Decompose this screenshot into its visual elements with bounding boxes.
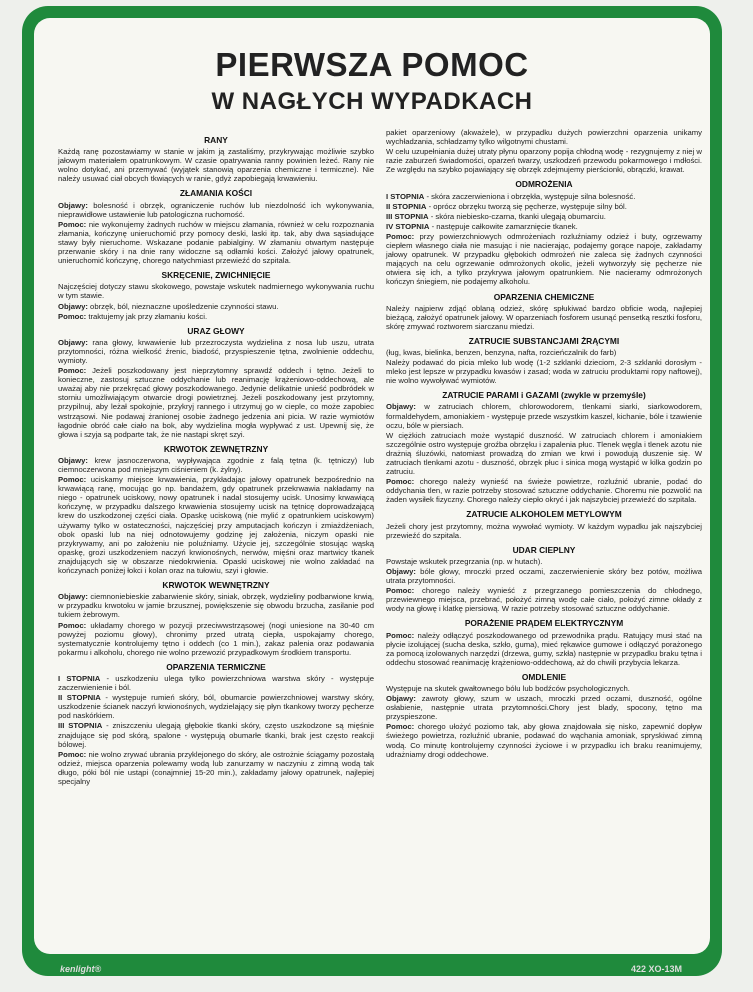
- paragraph-text: należy odłączyć poszkodowanego od przewodnika prądu. Ratujący musi stać na płycie izolującej (sucha deska, szkło, guma), mieć rękawice gumowe i odłączyć porażonego za pomocą izolowanych narzędzi (drzewa, gumy, szkła) następnie w przypadku braku tętna i oddechu stosować reanimację krążeniowo-oddechową, aż do chwili przybycia lekarza.: [386, 630, 702, 667]
- left-column: [58, 130, 374, 787]
- paragraph-label: Pomoc:: [58, 620, 87, 630]
- section-paragraph: [386, 631, 702, 667]
- section-paragraph: [58, 312, 374, 321]
- paragraph-label: II STOPNIA: [58, 693, 101, 703]
- section-paragraph: [386, 192, 702, 201]
- section-paragraph: [58, 366, 374, 439]
- section-heading: RANY: [204, 135, 228, 145]
- paragraph-label: Pomoc:: [58, 366, 87, 376]
- section: [58, 581, 374, 657]
- section-paragraph: [58, 750, 374, 786]
- paragraph-text: ciemnoniebieskie zabarwienie skóry, siniak, obrzęk, wydzieliny podbarwione krwią, w przypadku krwotoku w jamie brzusznej, powiększenie się obwodu brzucha, zasilanie pod tukiem żebrowym.: [58, 592, 374, 620]
- section-paragraph: [386, 348, 702, 357]
- paragraph-text: - skóra zaczerwieniona i obrzękła, występuje silna bolesność.: [424, 191, 636, 201]
- section: [386, 391, 702, 504]
- paragraph-text: obrzęk, ból, nieznaczne upośledzenie czynności stawu.: [87, 301, 279, 311]
- section-paragraph: [58, 592, 374, 619]
- section-heading: ODMROŻENIA: [515, 179, 573, 190]
- paragraph-text: układamy chorego w pozycji przeciwwstrząsowej (nogi uniesione na 30-40 cm powyżej poziomu głowy), chronimy przed utratą ciepła, uspokajamy chorego, systematycznie kontrolujemy tętno i oddech (co 1 min.), zakaz palenia oraz podawania pokarmu i alkoholu, chorego nie wolno przewozić przypadkowym środkiem transportu.: [58, 620, 374, 657]
- paragraph-text: chorego należy wynieść na świeże powietrze, rozluźnić ubranie, podać do oddychania tlen, w razie potrzeby stosować sztuczne oddychanie. Choremu nie pozwolić na żaden wysiłek fizyczny. Chorego należy ciepło okryć i jak najszybciej przewieźć do szpitala.: [386, 477, 702, 505]
- section-heading: KRWOTOK WEWNĘTRZNY: [162, 580, 270, 591]
- paragraph-text: chorego należy wynieść z przegrzanego pomieszczenia do chłodnego, przewiewnego miejsca, przebrać, położyć zimną wodę całe ciało, położyć zimne okłady z wody na głowę i klatkę piersiową. W razie potrzeby stosować sztuczne oddychanie.: [386, 586, 702, 614]
- section: [386, 180, 702, 286]
- section-paragraph: [58, 721, 374, 748]
- paragraph-label: II STOPNIA: [386, 201, 427, 211]
- section-heading: ZATRUCIE SUBSTANCJAMI ŻRĄCYMI: [468, 335, 620, 346]
- section-paragraph: [386, 202, 702, 211]
- section: [58, 136, 374, 183]
- section-heading: ZŁAMANIA KOŚCI: [179, 188, 253, 199]
- paragraph-label: I STOPNIA: [58, 673, 101, 683]
- section-paragraph: [386, 232, 702, 287]
- section-paragraph: [58, 621, 374, 657]
- section-paragraph: [58, 201, 374, 219]
- paragraph-text: - występuje rumień skóry, ból, obumarcie powierzchniowej warstwy skóry, uszkodzenie ścianek naczyń krwionośnych, wydzielający się płyn tkankowy tworzy pęcherze pod naskórkiem.: [58, 693, 374, 721]
- paragraph-text: nie wolno zrywać ubrania przyklejonego do skóry, ale ostrożnie ściągamy pozostałą odzież, miejsca oparzenia polewamy wodą lub zanurzamy w naczyniu z zimną wodą tak długo, póki ból nie ustąpi (conajmniej 15-20 min.), zakładamy jałowy opatrunek, najlepiej specjalny: [58, 749, 374, 786]
- section-paragraph: [58, 338, 374, 365]
- paragraph-label: Pomoc:: [58, 475, 87, 485]
- paragraph-label: III STOPNIA: [386, 211, 429, 221]
- section: [386, 293, 702, 331]
- section-heading: PORAŻENIE PRĄDEM ELEKTRYCZNYM: [464, 618, 624, 629]
- paragraph-label: Objawy:: [58, 592, 88, 602]
- paragraph-text: w zatruciach chlorem, chlorowodorem, tlenkami siarki, siarkowodorem, formaldehydem, amoniakiem - występuje przede wszystkim kaszel, kichanie, bóle i tzawienie oczu, bóle w piersiach.: [386, 402, 702, 430]
- section-heading: SKRĘCENIE, ZWICHNIĘCIE: [161, 270, 271, 281]
- paragraph-text: Najczęściej dotyczy stawu skokowego, powstaje wskutek nadmiernego wykonywania ruchu w tym stawie.: [58, 282, 374, 301]
- paragraph-label: Pomoc:: [386, 630, 415, 640]
- section: [386, 619, 702, 666]
- section: [386, 510, 702, 539]
- section: [58, 327, 374, 439]
- section-paragraph: [58, 456, 374, 474]
- section-heading: OPARZENIA CHEMICZNE: [493, 291, 595, 302]
- paragraph-text: W ciężkich zatruciach może wystąpić duszność. W zatruciach chlorem i amoniakiem szczególnie ostro występuje groźba obrzęku i zapalenia płuc. Tlenek węgla i tlenek azotu nie drażnią śluzówki, natomiast prowadzą do zmian we krwi i powodują duszenie się. W zatruciach tlenkami azotu - duszność, obrzęk płuc i sinica mogą wystąpić w kilka godzin po zatruciu.: [386, 430, 702, 477]
- sign-frame: [22, 6, 722, 976]
- title-line-1: PIERWSZA POMOC: [215, 46, 529, 83]
- section-heading: UDAR CIEPLNY: [512, 544, 576, 555]
- product-code: 422 XO-13M: [630, 964, 682, 974]
- paragraph-label: Pomoc:: [386, 477, 415, 487]
- paragraph-text: traktujemy jak przy złamaniu kości.: [86, 311, 208, 321]
- section: [58, 663, 374, 786]
- footer: [22, 956, 722, 974]
- paragraph-text: pakiet oparzeniowy (akważele), w przypadku dużych powierzchni oparzenia unikamy wychładzania, schładzamy tylko wilgotnymi chustami.: [386, 128, 702, 147]
- section: [58, 445, 374, 575]
- paragraph-label: Objawy:: [386, 402, 416, 412]
- paragraph-text: Każdą ranę pozostawiamy w stanie w jakim ją zastaliśmy, przykrywając możliwie szybko jałowym materiałem opatrunkowym. W czasie opatrywania ranny powinien leżeć. Rany nie wolno dotykać, ani przemywać (wyjątek stanowią oparzenia chemiczne i termiczne). Nie należy usuwać ciał obcych tkwiących w ranie, gdyż zapobiegają krwawieniu.: [58, 147, 374, 184]
- paragraph-label: Pomoc:: [386, 586, 415, 596]
- paragraph-label: Objawy:: [58, 455, 88, 465]
- paragraph-text: Należy podawać do picia mleko lub wodę (1-2 szklanki dzieciom, 2-3 szklanki dorosłym - mleko jest lepsze w przypadku kwasów i zasad; woda w zatruciu produktami ropy naftowej), nie wolno wywoływać wymiotów.: [386, 358, 702, 386]
- paragraph-label: Pomoc:: [58, 219, 87, 229]
- section-heading: URAZ GŁOWY: [187, 325, 245, 336]
- paragraph-text: nie wykonujemy żadnych ruchów w miejscu złamania, również w celu rozpoznania złamania, kończynę unieruchomić przy pomocy deski, laski itp. tak, aby dwa sąsiadujące stawy były nieruchome. Wskazane podanie pabialginy. W złamaniu otwartym następuje przerwanie skóry i na dnie rany widoczne są odłamki kości. Założyć jałowy opatrunek, unieruchomić kończynę, chorego natychmiast przewieźć do szpitala.: [58, 219, 374, 266]
- paragraph-text: Powstaje wskutek przegrzania (np. w hutach).: [386, 556, 543, 566]
- section-paragraph: [58, 475, 374, 575]
- paragraph-text: - skóra niebiesko-czarna, tkanki ulegają obumarciu.: [428, 211, 606, 221]
- section-paragraph: [58, 147, 374, 183]
- section: [386, 128, 702, 174]
- section: [386, 546, 702, 614]
- paragraph-text: Jeżeli poszkodowany jest nieprzytomny sprawdź oddech i tętno. Jeżeli to konieczne, zastosuj sztuczne oddychanie lub reanimację krążeniowo-oddechową, ale uważaj aby nie przekręcać głowy poszkodowanego. Jedynie delikatnie unieść podbródek w storniu umożliwiającym otwarcie drogi powietrznej. Jeżeli poszkodowany jest przytomny, przypilnuj, aby leżał spokojnie, przykryj rannego i utrzymuj go w cieple, co może zapobiec wstrząsowi. Nie podawaj żranionej osobie żadnego jedzenia ani picia. W razie wymiotów łagodnie obróć całe ciało na bok, aby wydzielina mogła wypływać z ust. Upewnij się, że głowa i szyja są podparte tak, że nie nastąpi skręt szyi.: [58, 366, 374, 439]
- paragraph-text: - oprócz obrzęku tworzą się pęcherze, występuje silny ból.: [426, 201, 627, 211]
- section-paragraph: [386, 147, 702, 174]
- paragraph-text: bolesność i obrzęk, ograniczenie ruchów lub niezdolność ich wykonywania, nieprawidłowe ustawienie lub patologiczna ruchomość.: [58, 200, 374, 219]
- section: [58, 189, 374, 265]
- section-paragraph: [58, 693, 374, 720]
- paragraph-label: III STOPNIA: [58, 721, 103, 731]
- section-heading: OMDLENIE: [521, 671, 567, 682]
- section-paragraph: [386, 128, 702, 146]
- section-paragraph: [58, 302, 374, 311]
- section-heading: OPARZENIA TERMICZNE: [166, 661, 266, 672]
- paragraph-label: IV STOPNIA: [386, 221, 430, 231]
- section-paragraph: [58, 282, 374, 300]
- section-heading: KRWOTOK ZEWNĘTRZNY: [163, 443, 269, 454]
- section-paragraph: [58, 220, 374, 265]
- section-paragraph: [386, 212, 702, 221]
- paragraph-text: zawroty głowy, szum w uszach, mroczki przed oczami, duszność, ogólne osłabienie, następnie utrata przytomności.Chory jest blady, spocony, tętno ma przyspieszone.: [386, 694, 702, 722]
- paragraph-text: bóle głowy, mroczki przed oczami, zaczerwienienie skóry bez potów, możliwa utrata przytomności.: [386, 566, 702, 586]
- paragraph-label: Pomoc:: [58, 749, 87, 759]
- paragraph-label: Pomoc:: [386, 231, 415, 241]
- section-paragraph: [386, 557, 702, 566]
- paragraph-text: Występuje na skutek gwałtownego bólu lub bodźców psychologicznych.: [386, 683, 630, 693]
- paragraph-label: Objawy:: [386, 566, 416, 576]
- paragraph-text: przy powierzchniowych odmrożeniach rozluźniamy odzież i buty, ogrzewamy ciepłem własnego ciała nie masując i nie nacierając, podajemy gorące napoje, zakładamy jałowy opatrunek. W przypadku głębokich odmrożeń nie zaleca się żadnych czynności mających na celu ogrzewanie odmrożonych okolic, jeżeli wytworzyły się pęcherze nie otwiera się ich, a tylko przykrywa jałowym opatrunkiem. Nie nacieramy odmrożonych kończyn śniegiem, nie podajemy alkoholu.: [386, 231, 702, 287]
- section-paragraph: [386, 477, 702, 504]
- section-paragraph: [386, 222, 702, 231]
- section-paragraph: [386, 722, 702, 758]
- paragraph-text: Jeżeli chory jest przytomny, można wywołać wymioty. W każdym wypadku jak najszybciej przewieźć do szpitala.: [386, 521, 702, 540]
- section-paragraph: [386, 586, 702, 613]
- section-paragraph: [386, 358, 702, 385]
- title-line-2: W NAGŁYCH WYPADKACH: [211, 88, 533, 115]
- paragraph-text: chorego ułożyć poziomo tak, aby głowa znajdowała się nisko, zapewnić dopływ świeżego powietrza, rozluźnić ubranie, podawać do wąchania amoniak, spryskiwać zimną wodą. Co minutę kontrolujemy czynności życiowe i w przypadku ich braku reanimujemy, udrażniamy drogi oddechowe.: [386, 722, 702, 759]
- section: [386, 337, 702, 385]
- paragraph-text: (ług, kwas, bielinka, benzen, benzyna, nafta, rozcieńczalnik do farb): [386, 347, 617, 357]
- paragraph-text: uciskamy miejsce krwawienia, przykładając jałowy opatrunek bezpośrednio na krwawiącą ranę, mocując go np. bandażem, gdy opatrunek przekrwawia nakładamy na niego - opatrunek uciskowy, nowy opatrunek i nadal stosujemy ucisk. Unosimy krwawiącą kończynę, w przypadku dalszego krwawienia stosujemy ucisk na tętnicę doprowadzającą krew do uszkodzonej części ciała. Opaskę uciskową (nie mylić z opatrunkiem uciskowym) używamy tylko w ostateczności, najczęściej przy amputacjach kończyn i zmiażdżeniach, obok opaski lub na niej odnotowujemy godzinę jej założenia, niczym opaski nie przykrywamy, ani po założeniu nie poluźniamy. Użycie jej, szczególnie stosując wąską opaskę, grozi uszkodzeniem naczyń krwionośnych, nerwów, mięśni oraz martwicy tkanek znajdujących się w obszarze niedokrwienia. Opaski uciskowej nie wolno zakładać na kończynach poniżej łokci i kolan oraz na tułowiu, szyi i głowie.: [58, 475, 374, 576]
- sign-panel: [34, 18, 710, 954]
- section-paragraph: [386, 522, 702, 540]
- paragraph-label: I STOPNIA: [386, 191, 425, 201]
- brand-label: kenlight®: [60, 964, 102, 974]
- paragraph-label: Objawy:: [58, 337, 88, 347]
- paragraph-text: - następuje całkowite zamarznięcie tkanek.: [429, 221, 578, 231]
- section-paragraph: [386, 402, 702, 429]
- paragraph-label: Objawy:: [58, 200, 88, 210]
- paragraph-label: Pomoc:: [58, 311, 87, 321]
- paragraph-text: W celu uzupełniania dużej utraty płynu oparzony popija chłodną wodę - rezygnujemy z niej w razie zaburzeń świadomości, oparzeń twarzy, uszkodzeń przewodu pokarmowego i mdłości. Ze względu na szybko pojawiający się obrzęk zdejmujemy pierścionki, obrączki, krawat.: [386, 147, 702, 175]
- paragraph-text: rana głowy, krwawienie lub przezroczysta wydzielina z nosa lub uszu, utrata przytomności, różna wielkość źrenic, biadość, przyspieszenie tętna, zwolnienie oddechu, wymioty.: [58, 337, 374, 365]
- section: [58, 271, 374, 320]
- paragraph-label: Objawy:: [386, 694, 416, 704]
- paragraph-text: krew jasnoczerwona, wypływająca zgodnie z falą tętna (k. tętniczy) lub ciemnoczerwona pod mniejszym ciśnieniem (k. żylny).: [58, 455, 374, 474]
- section-paragraph: [386, 304, 702, 331]
- paragraph-text: - zniszczeniu ulegają głębokie tkanki skóry, często uszkodzone są mięśnie znajdujące się pod skórą, spalone - występują obumarłe tkanki, brak jest często reakcji bólowej.: [58, 721, 375, 749]
- paragraph-label: Pomoc:: [386, 722, 415, 732]
- paragraph-text: Należy najpierw zdjąć oblaną odzież, skórę spłukiwać bardzo obficie wodą, najlepiej bieżącą, założyć opatrunek jałowy. W oparzeniach fosforem usunąć pensetką resztki fosforu, skórę zmywać roztworem siarczanu miedzi.: [386, 303, 702, 331]
- section-heading: ZATRUCIE PARAMI i GAZAMI (zwykle w przemyśle): [442, 390, 646, 401]
- section-paragraph: [386, 567, 702, 585]
- section-paragraph: [58, 674, 374, 692]
- section-paragraph: [386, 694, 702, 721]
- section-heading: ZATRUCIE ALKOHOLEM METYLOWYM: [466, 509, 622, 520]
- right-column: [386, 128, 702, 760]
- paragraph-text: - uszkodzeniu ulega tylko powierzchniowa warstwa skóry - występuje zaczerwienienie i ból.: [58, 673, 374, 693]
- paragraph-label: Objawy:: [58, 301, 88, 311]
- section: [386, 673, 702, 759]
- section-paragraph: [386, 684, 702, 693]
- section-paragraph: [386, 431, 702, 476]
